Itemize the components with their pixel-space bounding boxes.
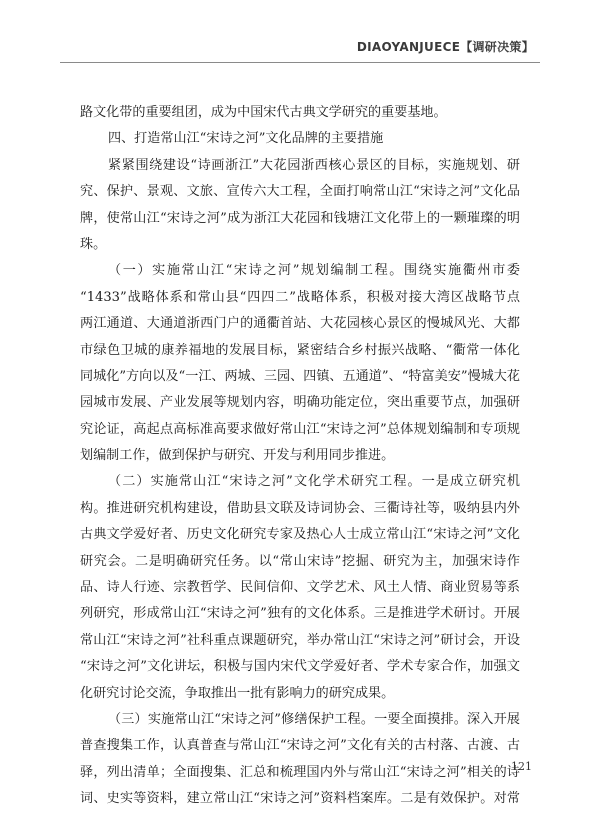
text-line: 园城市发展、产业发展等规划内容，明确功能定位，突出重要节点，加强研 [80,395,520,411]
text-line: 研究会。二是明确研究任务。以“常山宋诗”挖掘、研究为主，加强宋诗作 [80,553,520,569]
text-line: （二）实施常山江“宋诗之河”文化学术研究工程。一是成立研究机 [108,474,520,490]
text-line: 词、史实等资料，建立常山江“宋诗之河”资料档案库。二是有效保护。对常 [80,791,520,807]
text-line: 构。推进研究机构建设，借助县文联及诗词协会、三衢诗社等，吸纳县内外 [80,500,520,516]
text-line: 究论证，高起点高标准高要求做好常山江“宋诗之河”总体规划编制和专项规 [80,421,520,437]
text-line: （三）实施常山江“宋诗之河”修缮保护工程。一要全面摸排。深入开展 [108,711,520,727]
text-line: 古典文学爱好者、历史文化研究专家及热心人士成立常山江“宋诗之河”文化 [80,527,520,543]
text-line: 划编制工作，做到保护与研究、开发与利用同步推进。 [80,448,395,464]
text-line: 市绿色卫城的康养福地的发展目标，紧密结合乡村振兴战略、“衢常一体化 [80,342,520,358]
running-header: DIAOYANJUECE【调研决策】 [356,40,534,54]
text-line: 两江通道、大通道浙西门户的通衢首站、大花园核心景区的慢城风光、大都 [80,316,520,332]
text-line: 常山江“宋诗之河”社科重点课题研究，举办常山江“宋诗之河”研讨会，开设 [80,632,520,648]
header-rule [60,62,540,63]
text-line: 同城化”方向以及“一江、两城、三园、四镇、五通道”、“特富美安”慢城大花 [80,368,520,384]
text-line: “宋诗之河”文化讲坛，积极与国内宋代文学爱好者、学术专家合作，加强文 [80,659,520,675]
text-line: 牌，使常山江“宋诗之河”成为浙江大花园和钱塘江文化带上的一颗璀璨的明 [80,210,520,226]
text-line: “1433”战略体系和常山县“四四二”战略体系，积极对接大湾区战略节点 [80,289,520,305]
text-line: 珠。 [80,236,107,252]
body-text [80,100,520,813]
text-line: 紧紧围绕建设“诗画浙江”大花园浙西核心景区的目标，实施规划、研 [108,157,520,173]
text-line: 究、保护、景观、文旅、宣传六大工程，全面打响常山江“宋诗之河”文化品 [80,184,520,200]
text-line: 路文化带的重要组团，成为中国宋代古典文学研究的重要基地。 [80,105,447,120]
text-line: 列研究，形成常山江“宋诗之河”独有的文化体系。三是推进学术研讨。开展 [80,606,520,622]
text-line: （一）实施常山江“宋诗之河”规划编制工程。围绕实施衢州市委 [108,263,520,279]
text-line: 普查搜集工作，认真普查与常山江“宋诗之河”文化有关的古村落、古渡、古 [80,738,520,754]
text-line: 驿，列出清单；全面搜集、汇总和梳理国内外与常山江“宋诗之河”相关的诗 [80,764,520,780]
text-line: 四、打造常山江“宋诗之河”文化品牌的主要措施 [108,131,384,147]
page-number: 121 [511,760,532,773]
text-line: 品、诗人行迹、宗教哲学、民间信仰、文学艺术、风土人情、商业贸易等系 [80,580,520,596]
text-line: 化研究讨论交流，争取推出一批有影响力的研究成果。 [80,685,395,701]
